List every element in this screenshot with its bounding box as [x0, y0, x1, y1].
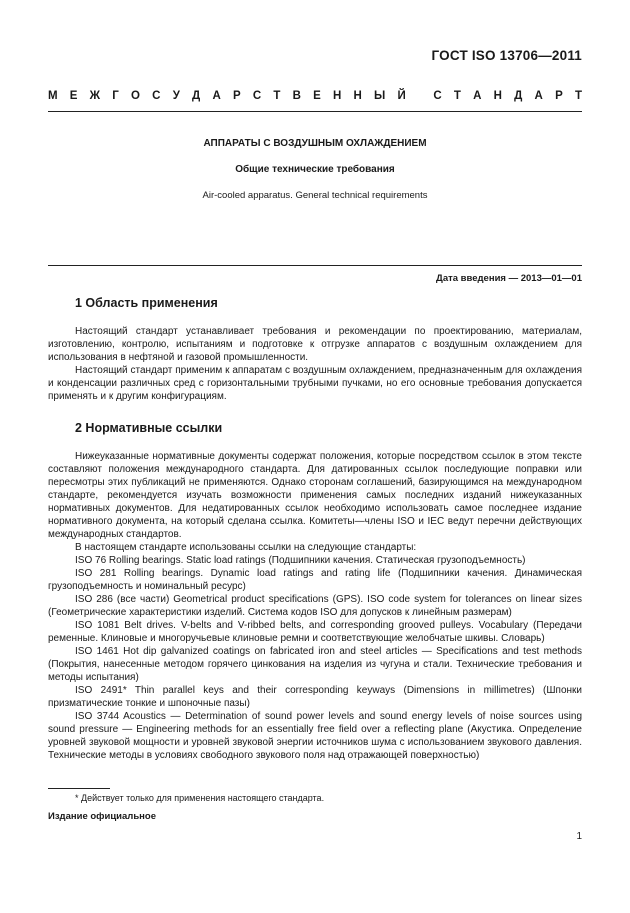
section-2-heading: 2 Нормативные ссылки: [75, 421, 223, 435]
document-title: АППАРАТЫ С ВОЗДУШНЫМ ОХЛАЖДЕНИЕМ: [203, 138, 427, 149]
banner-letter: А: [534, 90, 543, 102]
reference-item: ISO 1461 Hot dip galvanized coatings on fabricated iron and steel articles — Specifications and test methods (Покрытия, нанесенные методом горячего цинкования на изделия из чугуна и стали. Технические требования и методы испытания): [48, 646, 582, 683]
footnote: * Действует только для применения настоящего стандарта.: [75, 793, 325, 803]
paragraph: Нижеуказанные нормативные документы содержат положения, которые посредством ссылок в этом тексте составляют положения международного стандарта. Для датированных ссылок последующие поправки или пересмотры этих публикаций не применяются. Однако сторонам соглашений, базирующимся на международном стандарте, рекомендуется изучать возможности применения самых последних изданий нижеуказанных нормативных документов. Для недатированных ссылок необходимо использовать самое последнее издание нормативного документа, на который сделана ссылка. Комитеты—члены ISO и IEC ведут перечни действующих международных стандартов.: [48, 451, 582, 540]
paragraph: Настоящий стандарт устанавливает требования и рекомендации по проектированию, материалам, изготовлению, контролю, испытаниям и подготовке к отгрузке аппаратов с воздушным охлаждением для использования в нефтяной и газовой промышленности.: [48, 326, 582, 363]
document-subtitle: Общие технические требования: [235, 164, 395, 175]
reference-item: ISO 76 Rolling bearings. Static load ratings (Подшипники качения. Статическая грузоподъемность): [75, 555, 526, 566]
banner-letter: А: [473, 90, 482, 102]
title-divider: [48, 265, 582, 266]
banner-letter: С: [433, 90, 442, 102]
banner-letter: У: [172, 90, 180, 102]
introduction-date: Дата введения — 2013—01—01: [436, 273, 582, 284]
section-1-body: [48, 325, 582, 403]
banner-letter: Е: [313, 90, 321, 102]
reference-item: ISO 286 (все части) Geometrical product specifications (GPS). ISO code system for tolerances on linear sizes (Геометрические характеристики изделий. Система кодов ISO для допусков к линейным размерам): [48, 594, 582, 618]
reference-item: ISO 1081 Belt drives. V-belts and V-ribbed belts, and corresponding grooved pulleys. Vocabulary (Передачи ременные. Клиновые и многоручьевые клиновые ремни и соответствующие желобчатые шкивы. Словарь): [48, 620, 582, 644]
banner-letter: Н: [332, 90, 342, 102]
banner-letter: Ж: [89, 90, 101, 102]
paragraph: В настоящем стандарте использованы ссылки на следующие стандарты:: [75, 542, 417, 553]
reference-item: ISO 2491* Thin parallel keys and their corresponding keyways (Dimensions in millimetres) (Шпонки призматические тонкие и шпоночные пазы): [48, 685, 582, 709]
banner-letter: Д: [192, 90, 201, 102]
banner-letter: Н: [493, 90, 502, 102]
header-divider: [48, 111, 582, 112]
banner-letter: О: [131, 90, 140, 102]
banner-letter: Т: [273, 90, 281, 102]
banner-letter: С: [252, 90, 262, 102]
section-2-body: [48, 450, 582, 762]
footnote-divider: [48, 788, 110, 789]
banner-letter: М: [48, 90, 58, 102]
banner-letter: Р: [232, 90, 241, 102]
banner-letter: Р: [555, 90, 563, 102]
page-number: 1: [576, 831, 582, 842]
banner-letter: Ы: [374, 90, 386, 102]
banner-letter: В: [292, 90, 301, 102]
reference-item: ISO 3744 Acoustics — Determination of sound power levels and sound energy levels of noise sources using sound pressure — Engineering methods for an essentially free field over a reflecting plane (Акустика. Определение уровней звуковой мощности и уровней звуковой энергии источников шума с использованием звукового давления. Технические методы в условиях свободного звукового поля над отражающей поверхностью): [48, 711, 582, 761]
interstate-standard-banner: [48, 90, 582, 102]
banner-letter: Т: [453, 90, 461, 102]
reference-item: ISO 281 Rolling bearings. Dynamic load ratings and rating life (Подшипники качения. Динамическая грузоподъемность и номинальный ресурс): [48, 568, 582, 592]
banner-letter: С: [152, 90, 161, 102]
english-title: Air-cooled apparatus. General technical requirements: [202, 190, 428, 201]
banner-letter: Г: [112, 90, 119, 102]
banner-letter: Т: [574, 90, 582, 102]
banner-letter: Н: [353, 90, 362, 102]
edition-note: Издание официальное: [48, 811, 156, 822]
paragraph: Настоящий стандарт применим к аппаратам с воздушным охлаждением, предназначенным для охлаждения и конденсации различных сред с горизонтальными трубными пучками, но его основные требования допускается применять и к другим конфигурациям.: [48, 365, 582, 402]
banner-letter: Е: [69, 90, 78, 102]
standard-code: ГОСТ ISO 13706—2011: [431, 48, 582, 63]
banner-letter: Д: [514, 90, 523, 102]
banner-letter: [418, 90, 421, 102]
banner-letter: А: [212, 90, 221, 102]
section-1-heading: 1 Область применения: [75, 296, 218, 310]
banner-letter: Й: [397, 90, 406, 102]
